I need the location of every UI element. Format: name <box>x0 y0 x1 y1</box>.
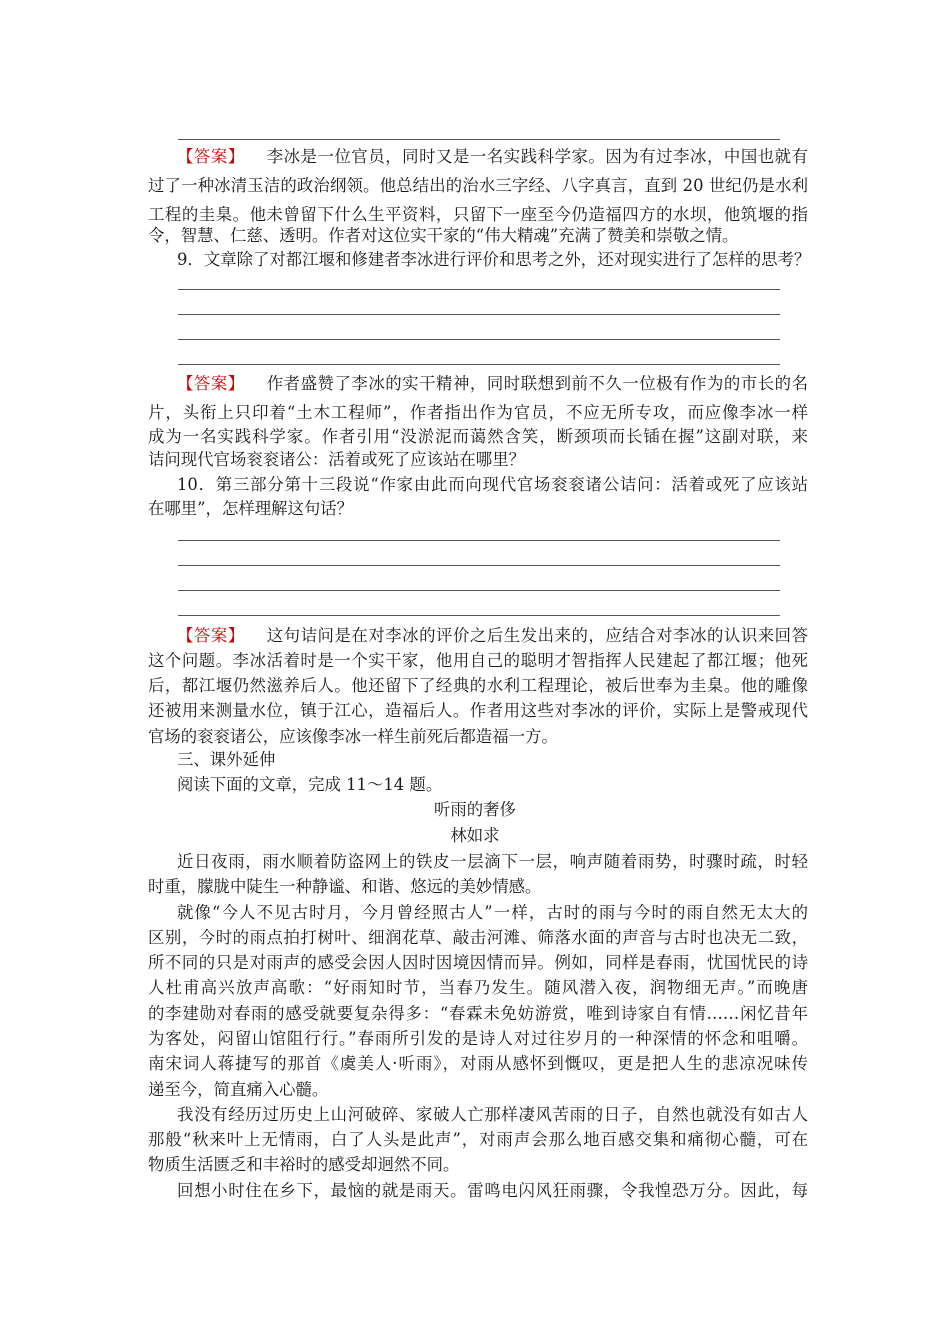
answer-blank-line <box>178 540 780 541</box>
answer-text: 还被用来测量水位，镇于江心，造福后人。作者用这些对李冰的评价，实际上是警戒现代 <box>148 701 808 720</box>
answer-block-3 <box>148 626 808 646</box>
question-10: 10．第三部分第十三段说“作家由此而向现代官场衮衮诸公诘问：活着或死了应该站 <box>177 475 808 494</box>
answer-text: 片，头衔上只印着“土木工程师”，作者指出作为官员，不应无所专攻，而应像李冰一样 <box>148 403 808 422</box>
reading-instruction: 阅读下面的文章，完成 11～14 题。 <box>177 775 443 794</box>
answer-text: 官场的衮衮诸公，应该像李冰一样生前死后都造福一方。 <box>148 727 558 746</box>
answer-blank-line <box>178 364 780 365</box>
essay-paragraph-line: 区别，今时的雨点拍打树叶、细润花草、敲击河滩、筛落水面的声音与古时也决无二致， <box>148 928 808 947</box>
essay-author: 林如求 <box>450 826 500 845</box>
answer-text: 诘问现代官场衮衮诸公：活着或死了应该站在哪里？ <box>148 450 525 469</box>
essay-paragraph-line: 近日夜雨，雨水顺着防盗网上的铁皮一层滴下一层，响声随着雨势，时骤时疏，时轻 <box>177 852 808 871</box>
question-9: 9．文章除了对都江堰和修建者李冰进行评价和思考之外，还对现实进行了怎样的思考？ <box>177 250 811 269</box>
answer-tag: 【答案】 <box>177 374 245 393</box>
section-heading: 三、课外延伸 <box>177 750 276 769</box>
essay-paragraph-line: 所不同的只是对雨声的感受会因人因时因境因情而异。例如，同样是春雨，忧国忧民的诗 <box>148 953 808 972</box>
answer-blank-line <box>178 565 780 566</box>
answer-tag: 【答案】 <box>177 147 245 166</box>
answer-blank-line <box>178 590 780 591</box>
answer-text: 这句诘问是在对李冰的评价之后生发出来的，应结合对李冰的认识来回答 <box>266 626 809 645</box>
answer-blank-line <box>178 139 780 140</box>
answer-block-2 <box>148 374 808 394</box>
essay-paragraph-line: 时重，朦胧中陡生一种静谧、和谐、悠远的美妙情感。 <box>148 877 542 896</box>
answer-text: 作者盛赞了李冰的实干精神，同时联想到前不久一位极有作为的市长的名 <box>266 374 809 393</box>
answer-text: 这个问题。李冰活着时是一个实干家，他用自己的聪明才智指挥人民建起了都江堰；他死 <box>148 651 808 670</box>
essay-paragraph-line: 物质生活匮乏和丰裕时的感受却迥然不同。 <box>148 1155 460 1174</box>
essay-paragraph-line: 我没有经历过历史上山河破碎、家破人亡那样凄风苦雨的日子，自然也就没有如古人 <box>177 1105 808 1124</box>
essay-paragraph-line: 人杜甫高兴放声高歌：“好雨知时节，当春乃发生。随风潜入夜，润物细无声。”而晚唐 <box>148 978 808 997</box>
answer-text: 成为一名实践科学家。作者引用“没淤泥而蔼然含笑，断颈项而长锸在握”这副对联，来 <box>148 427 808 446</box>
answer-text: 令，智慧、仁慈、透明。作者对这位实干家的“伟大精魂”充满了赞美和崇敬之情。 <box>148 226 739 245</box>
answer-blank-line <box>178 339 780 340</box>
essay-paragraph-line: 的李建勋对春雨的感受就要复杂得多：“春霖未免妨游赏，唯到诗家自有情……闲忆昔年 <box>148 1004 808 1023</box>
answer-text: 过了一种冰清玉洁的政治纲领。他总结出的治水三字经、八字真言，直到 20 世纪仍是水利 <box>148 176 808 195</box>
question-10-cont: 在哪里”，怎样理解这句话？ <box>148 499 354 518</box>
essay-paragraph-line: 南宋词人蒋捷写的那首《虞美人·听雨》，对雨从感怀到慨叹，更是把人生的悲凉况味传 <box>148 1054 808 1073</box>
answer-text: 工程的圭臬。他未曾留下什么生平资料，只留下一座至今仍造福四方的水坝，他筑堰的指 <box>148 205 808 224</box>
answer-text: 李冰是一位官员，同时又是一名实践科学家。因为有过李冰，中国也就有 <box>266 147 809 166</box>
answer-blank-line <box>178 289 780 290</box>
answer-block-1 <box>148 147 808 167</box>
answer-blank-line <box>178 314 780 315</box>
answer-tag: 【答案】 <box>177 626 245 645</box>
essay-paragraph-line: 就像“今人不见古时月，今月曾经照古人”一样，古时的雨与今时的雨自然无太大的 <box>177 903 808 922</box>
essay-paragraph-line: 那般“秋来叶上无情雨，白了人头是此声”，对雨声会那么地百感交集和痛彻心髓，可在 <box>148 1130 808 1149</box>
essay-paragraph-line: 回想小时住在乡下，最恼的就是雨天。雷鸣电闪风狂雨骤，令我惶恐万分。因此，每 <box>177 1181 808 1200</box>
answer-text: 后，都江堰仍然滋养后人。他还留下了经典的水利工程理论，被后世奉为圭臬。他的雕像 <box>148 676 808 695</box>
answer-blank-line <box>178 615 780 616</box>
essay-paragraph-line: 为客处，闷留山馆阻行行。”春雨所引发的是诗人对过往岁月的一种深情的怀念和咀嚼。 <box>148 1029 808 1048</box>
essay-paragraph-line: 递至今，简直痛入心髓。 <box>148 1080 329 1099</box>
essay-title: 听雨的奢侈 <box>434 800 516 819</box>
